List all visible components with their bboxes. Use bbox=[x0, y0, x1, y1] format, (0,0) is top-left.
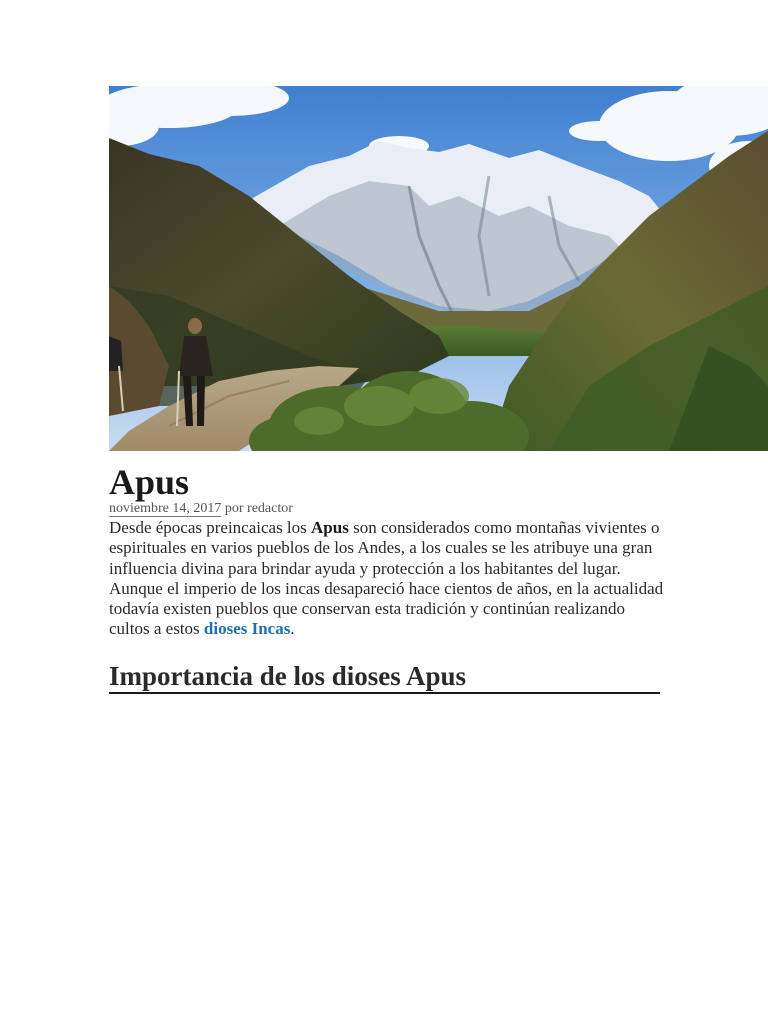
article-date-link[interactable]: noviembre 14, 2017 bbox=[109, 501, 222, 516]
paragraph-second-text-1: Aunque el imperio de los incas desapareció hace cientos de años, en la actualidad todavía existen pueblos que conservan esta tradición y continúan realizando cultos a estos bbox=[109, 578, 664, 639]
section-heading: Importancia de los dioses Apus bbox=[109, 660, 660, 694]
paragraph-second bbox=[109, 579, 669, 640]
article-title: Apus bbox=[109, 462, 190, 502]
dioses-incas-link[interactable]: dioses Incas bbox=[203, 619, 291, 639]
paragraph-intro-bold: Apus bbox=[311, 518, 349, 537]
paragraph-intro-text-1: Desde épocas preincaicas los bbox=[109, 518, 312, 537]
paragraph-intro bbox=[109, 518, 669, 579]
article-body bbox=[109, 518, 669, 640]
hero-image bbox=[109, 86, 768, 451]
paragraph-second-text-2: . bbox=[290, 619, 295, 639]
mountain-landscape-illustration bbox=[109, 86, 768, 451]
paragraph-intro-text-2: son considerados como montañas vivientes o espirituales en varios pueblos de los Andes, a los cuales se les atribuye una gran influencia divina para brindar ayuda y protección a los habitantes del lugar. bbox=[109, 518, 660, 578]
article-meta bbox=[109, 500, 293, 518]
article-author: por redactor bbox=[224, 501, 293, 516]
